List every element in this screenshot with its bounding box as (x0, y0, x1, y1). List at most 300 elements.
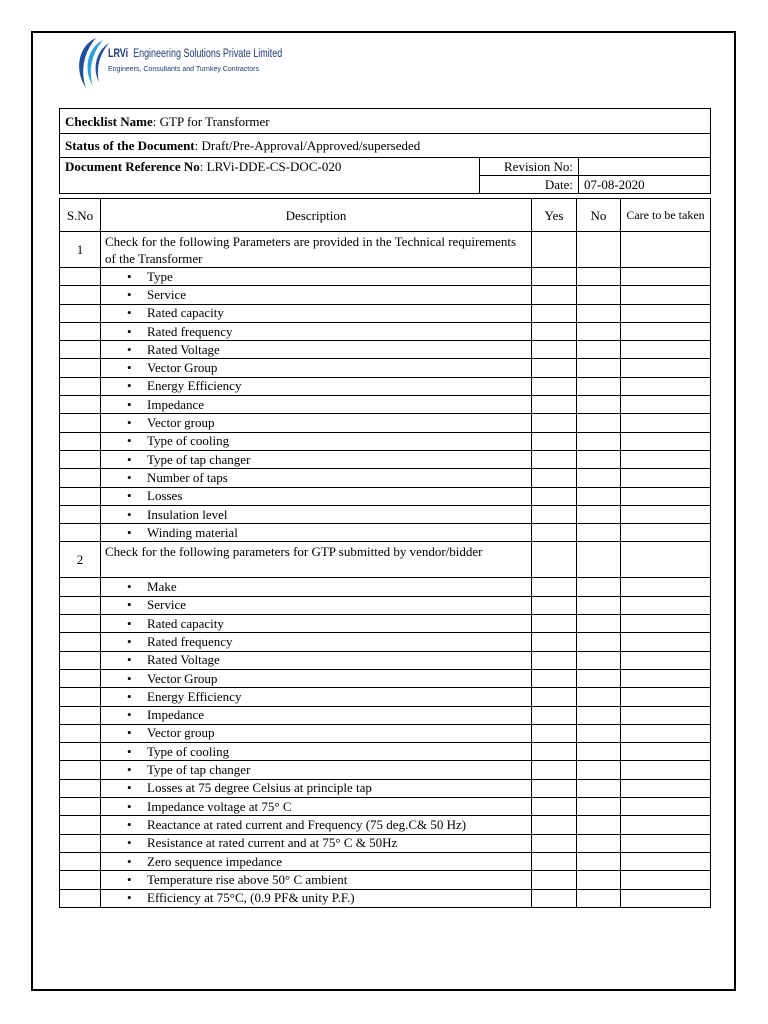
no-cell[interactable] (577, 524, 621, 542)
item-description-cell (101, 432, 532, 450)
table-row (60, 651, 711, 669)
item-label: Make (147, 579, 177, 595)
item-description-cell (101, 743, 532, 761)
yes-cell[interactable] (532, 779, 577, 797)
item-label: Rated frequency (147, 633, 233, 649)
bullet-icon: • (127, 798, 132, 814)
yes-cell[interactable] (532, 633, 577, 651)
item-label: Impedance (147, 707, 205, 723)
item-label: Energy Efficiency (147, 688, 242, 704)
bullet-icon: • (127, 415, 132, 431)
item-label: Resistance at rated current and at 75° C & 50Hz (147, 835, 398, 851)
logo-swoosh-icon (72, 36, 112, 90)
item-description-cell (101, 414, 532, 432)
care-cell[interactable] (621, 396, 711, 414)
document-status-value: : Draft/Pre-Approval/Approved/superseded (194, 138, 421, 153)
table-row (60, 469, 711, 487)
bullet-icon: • (127, 579, 132, 595)
yes-cell[interactable] (532, 396, 577, 414)
sno-cell (60, 414, 101, 432)
yes-cell[interactable] (532, 798, 577, 816)
yes-cell[interactable] (532, 377, 577, 395)
care-cell[interactable] (621, 286, 711, 304)
sno-cell (60, 724, 101, 742)
yes-cell[interactable] (532, 450, 577, 468)
checklist-name-cell (60, 109, 711, 134)
care-cell[interactable] (621, 414, 711, 432)
item-label: Winding material (147, 524, 238, 540)
item-description-cell (101, 834, 532, 852)
bullet-icon: • (127, 597, 132, 613)
care-cell[interactable] (621, 798, 711, 816)
sno-cell (60, 889, 101, 907)
logo-brand: LRVi (108, 48, 129, 60)
checklist-table (59, 198, 711, 908)
yes-cell[interactable] (532, 304, 577, 322)
table-row (60, 359, 711, 377)
item-label: Rated frequency (147, 323, 233, 339)
care-cell[interactable] (621, 377, 711, 395)
document-header-table (59, 108, 711, 194)
section-row (60, 542, 711, 578)
bullet-icon: • (127, 305, 132, 321)
sno-cell (60, 706, 101, 724)
logo-company: Engineering Solutions Private Limited (133, 48, 283, 60)
no-cell[interactable] (577, 743, 621, 761)
item-label: Rated capacity (147, 305, 224, 321)
item-label: Service (147, 597, 186, 613)
care-cell[interactable] (621, 450, 711, 468)
bullet-icon: • (127, 743, 132, 759)
sno-cell (60, 341, 101, 359)
bullet-icon: • (127, 707, 132, 723)
no-cell[interactable] (577, 414, 621, 432)
table-row (60, 268, 711, 286)
sno-cell (60, 871, 101, 889)
sno-cell (60, 578, 101, 596)
item-description-cell (101, 304, 532, 322)
care-cell[interactable] (621, 505, 711, 523)
sno-cell (60, 359, 101, 377)
table-row (60, 432, 711, 450)
sno-cell (60, 798, 101, 816)
item-label: Reactance at rated current and Frequency (75 deg.C& 50 Hz) (147, 816, 467, 832)
yes-cell[interactable] (532, 578, 577, 596)
item-label: Rated capacity (147, 615, 224, 631)
table-row (60, 596, 711, 614)
bullet-icon: • (127, 323, 132, 339)
item-description-cell (101, 524, 532, 542)
item-description-cell (101, 596, 532, 614)
no-cell[interactable] (577, 377, 621, 395)
item-description-cell (101, 724, 532, 742)
column-header-sno: S.No (60, 199, 101, 232)
no-cell[interactable] (577, 578, 621, 596)
sno-cell (60, 524, 101, 542)
document-status-cell (60, 134, 711, 158)
no-cell[interactable] (577, 432, 621, 450)
yes-cell[interactable] (532, 834, 577, 852)
care-cell[interactable] (621, 487, 711, 505)
sno-cell (60, 469, 101, 487)
care-cell[interactable] (621, 359, 711, 377)
item-label: Efficiency at 75°C, (0.9 PF& unity P.F.) (147, 890, 355, 906)
yes-cell[interactable] (532, 414, 577, 432)
item-label: Energy Efficiency (147, 378, 242, 394)
care-cell[interactable] (621, 706, 711, 724)
yes-cell[interactable] (532, 542, 577, 578)
sno-cell (60, 268, 101, 286)
item-label: Zero sequence impedance (147, 853, 282, 869)
care-cell[interactable] (621, 633, 711, 651)
table-row (60, 871, 711, 889)
item-description-cell (101, 286, 532, 304)
table-row (60, 688, 711, 706)
care-cell[interactable] (621, 268, 711, 286)
no-cell[interactable] (577, 341, 621, 359)
sno-cell (60, 816, 101, 834)
item-label: Temperature rise above 50° C ambient (147, 871, 348, 887)
table-row (60, 669, 711, 687)
column-header-no: No (577, 199, 621, 232)
table-row (60, 396, 711, 414)
item-label: Impedance voltage at 75° C (147, 798, 292, 814)
bullet-icon: • (127, 524, 132, 540)
table-row (60, 706, 711, 724)
item-description-cell (101, 669, 532, 687)
yes-cell[interactable] (532, 889, 577, 907)
no-cell[interactable] (577, 396, 621, 414)
sno-cell (60, 615, 101, 633)
table-row (60, 377, 711, 395)
column-header-care: Care to be taken (621, 199, 711, 232)
sno-cell (60, 743, 101, 761)
item-description-cell (101, 359, 532, 377)
care-cell[interactable] (621, 871, 711, 889)
table-row (60, 724, 711, 742)
date-label: Date: (480, 176, 579, 194)
checklist-body (60, 232, 711, 908)
care-cell[interactable] (621, 852, 711, 870)
bullet-icon: • (127, 762, 132, 778)
no-cell[interactable] (577, 286, 621, 304)
item-description-cell (101, 322, 532, 340)
yes-cell[interactable] (532, 286, 577, 304)
column-header-yes: Yes (532, 199, 577, 232)
bullet-icon: • (127, 652, 132, 668)
yes-cell[interactable] (532, 743, 577, 761)
logo-tagline: Engineers, Consultants and Turnkey Contractors (108, 66, 259, 73)
item-label: Number of taps (147, 469, 228, 485)
no-cell[interactable] (577, 232, 621, 268)
revision-label: Revision No: (480, 158, 579, 176)
yes-cell[interactable] (532, 761, 577, 779)
company-logo (72, 36, 312, 90)
no-cell[interactable] (577, 322, 621, 340)
section-number: 2 (60, 542, 101, 578)
item-description-cell (101, 706, 532, 724)
care-cell[interactable] (621, 724, 711, 742)
care-cell[interactable] (621, 469, 711, 487)
yes-cell[interactable] (532, 268, 577, 286)
item-description-cell (101, 505, 532, 523)
no-cell[interactable] (577, 469, 621, 487)
item-label: Type of cooling (147, 743, 230, 759)
care-cell[interactable] (621, 232, 711, 268)
care-cell[interactable] (621, 341, 711, 359)
no-cell[interactable] (577, 359, 621, 377)
document-reference-label: Document Reference No (65, 159, 200, 174)
no-cell[interactable] (577, 798, 621, 816)
no-cell[interactable] (577, 852, 621, 870)
column-header-description: Description (101, 199, 532, 232)
item-description-cell (101, 651, 532, 669)
table-row (60, 341, 711, 359)
no-cell[interactable] (577, 615, 621, 633)
bullet-icon: • (127, 378, 132, 394)
yes-cell[interactable] (532, 816, 577, 834)
no-cell[interactable] (577, 688, 621, 706)
item-label: Service (147, 286, 186, 302)
no-cell[interactable] (577, 651, 621, 669)
bullet-icon: • (127, 890, 132, 906)
item-label: Vector group (147, 725, 215, 741)
yes-cell[interactable] (532, 341, 577, 359)
no-cell[interactable] (577, 669, 621, 687)
document-status-label: Status of the Document (65, 138, 195, 153)
item-description-cell (101, 268, 532, 286)
date-value: 07-08-2020 (579, 176, 711, 194)
item-label: Type of tap changer (147, 762, 251, 778)
no-cell[interactable] (577, 706, 621, 724)
care-cell[interactable] (621, 651, 711, 669)
yes-cell[interactable] (532, 487, 577, 505)
checklist-name-value: : GTP for Transformer (152, 113, 270, 129)
item-description-cell (101, 798, 532, 816)
table-row (60, 578, 711, 596)
table-row (60, 816, 711, 834)
yes-cell[interactable] (532, 596, 577, 614)
bullet-icon: • (127, 688, 132, 704)
sno-cell (60, 505, 101, 523)
table-row (60, 487, 711, 505)
sno-cell (60, 688, 101, 706)
yes-cell[interactable] (532, 615, 577, 633)
table-row (60, 286, 711, 304)
bullet-icon: • (127, 360, 132, 376)
yes-cell[interactable] (532, 232, 577, 268)
care-cell[interactable] (621, 596, 711, 614)
care-cell[interactable] (621, 779, 711, 797)
bullet-icon: • (127, 615, 132, 631)
no-cell[interactable] (577, 450, 621, 468)
item-description-cell (101, 816, 532, 834)
sno-cell (60, 432, 101, 450)
no-cell[interactable] (577, 834, 621, 852)
sno-cell (60, 852, 101, 870)
item-description-cell (101, 633, 532, 651)
item-label: Type (147, 268, 173, 284)
bullet-icon: • (127, 780, 132, 796)
item-label: Vector Group (147, 670, 218, 686)
logo-title (108, 48, 282, 60)
care-cell[interactable] (621, 761, 711, 779)
sno-cell (60, 377, 101, 395)
document-reference-value: : LRVi-DDE-CS-DOC-020 (199, 159, 342, 174)
no-cell[interactable] (577, 304, 621, 322)
table-row (60, 304, 711, 322)
section-description: Check for the following Parameters are provided in the Technical requirements of the Transformer (101, 232, 532, 268)
item-label: Type of tap changer (147, 451, 251, 467)
bullet-icon: • (127, 835, 132, 851)
care-cell[interactable] (621, 669, 711, 687)
table-row (60, 852, 711, 870)
bullet-icon: • (127, 871, 132, 887)
checklist-name-label: Checklist Name (65, 113, 153, 129)
yes-cell[interactable] (532, 524, 577, 542)
item-label: Rated Voltage (147, 341, 220, 357)
sno-cell (60, 304, 101, 322)
care-cell[interactable] (621, 834, 711, 852)
yes-cell[interactable] (532, 505, 577, 523)
care-cell[interactable] (621, 688, 711, 706)
yes-cell[interactable] (532, 651, 577, 669)
bullet-icon: • (127, 469, 132, 485)
item-description-cell (101, 377, 532, 395)
table-row (60, 322, 711, 340)
item-description-cell (101, 889, 532, 907)
item-description-cell (101, 615, 532, 633)
bullet-icon: • (127, 725, 132, 741)
table-row (60, 633, 711, 651)
yes-cell[interactable] (532, 359, 577, 377)
bullet-icon: • (127, 286, 132, 302)
bullet-icon: • (127, 341, 132, 357)
care-cell[interactable] (621, 578, 711, 596)
care-cell[interactable] (621, 542, 711, 578)
sno-cell (60, 779, 101, 797)
bullet-icon: • (127, 506, 132, 522)
care-cell[interactable] (621, 322, 711, 340)
yes-cell[interactable] (532, 669, 577, 687)
no-cell[interactable] (577, 268, 621, 286)
item-description-cell (101, 871, 532, 889)
no-cell[interactable] (577, 487, 621, 505)
sno-cell (60, 286, 101, 304)
no-cell[interactable] (577, 779, 621, 797)
item-description-cell (101, 450, 532, 468)
bullet-icon: • (127, 451, 132, 467)
sno-cell (60, 834, 101, 852)
sno-cell (60, 633, 101, 651)
yes-cell[interactable] (532, 322, 577, 340)
sno-cell (60, 669, 101, 687)
sno-cell (60, 761, 101, 779)
bullet-icon: • (127, 488, 132, 504)
table-row (60, 743, 711, 761)
item-label: Vector Group (147, 360, 218, 376)
bullet-icon: • (127, 670, 132, 686)
bullet-icon: • (127, 853, 132, 869)
care-cell[interactable] (621, 304, 711, 322)
sno-cell (60, 651, 101, 669)
item-label: Losses at 75 degree Celsius at principle tap (147, 780, 372, 796)
care-cell[interactable] (621, 615, 711, 633)
bullet-icon: • (127, 433, 132, 449)
table-row (60, 761, 711, 779)
yes-cell[interactable] (532, 724, 577, 742)
item-description-cell (101, 779, 532, 797)
table-row (60, 889, 711, 907)
table-row (60, 524, 711, 542)
yes-cell[interactable] (532, 852, 577, 870)
section-number: 1 (60, 232, 101, 268)
no-cell[interactable] (577, 761, 621, 779)
table-row (60, 615, 711, 633)
table-row (60, 798, 711, 816)
section-row (60, 232, 711, 268)
item-description-cell (101, 578, 532, 596)
item-label: Rated Voltage (147, 652, 220, 668)
table-row (60, 414, 711, 432)
yes-cell[interactable] (532, 432, 577, 450)
item-label: Impedance (147, 396, 205, 412)
item-label: Vector group (147, 415, 215, 431)
item-label: Insulation level (147, 506, 228, 522)
bullet-icon: • (127, 396, 132, 412)
bullet-icon: • (127, 268, 132, 284)
item-description-cell (101, 688, 532, 706)
yes-cell[interactable] (532, 706, 577, 724)
care-cell[interactable] (621, 889, 711, 907)
item-description-cell (101, 852, 532, 870)
bullet-icon: • (127, 633, 132, 649)
no-cell[interactable] (577, 596, 621, 614)
sno-cell (60, 396, 101, 414)
item-description-cell (101, 761, 532, 779)
item-label: Losses (147, 488, 183, 504)
no-cell[interactable] (577, 816, 621, 834)
yes-cell[interactable] (532, 469, 577, 487)
item-description-cell (101, 487, 532, 505)
sno-cell (60, 450, 101, 468)
no-cell[interactable] (577, 505, 621, 523)
no-cell[interactable] (577, 542, 621, 578)
no-cell[interactable] (577, 889, 621, 907)
no-cell[interactable] (577, 633, 621, 651)
no-cell[interactable] (577, 871, 621, 889)
section-description: Check for the following parameters for GTP submitted by vendor/bidder (101, 542, 532, 578)
no-cell[interactable] (577, 724, 621, 742)
yes-cell[interactable] (532, 688, 577, 706)
item-label: Type of cooling (147, 433, 230, 449)
item-description-cell (101, 469, 532, 487)
care-cell[interactable] (621, 816, 711, 834)
yes-cell[interactable] (532, 871, 577, 889)
checklist-header-row (60, 199, 711, 232)
table-row (60, 779, 711, 797)
item-description-cell (101, 341, 532, 359)
sno-cell (60, 596, 101, 614)
table-row (60, 505, 711, 523)
care-cell[interactable] (621, 524, 711, 542)
care-cell[interactable] (621, 743, 711, 761)
bullet-icon: • (127, 816, 132, 832)
item-description-cell (101, 396, 532, 414)
care-cell[interactable] (621, 432, 711, 450)
table-row (60, 450, 711, 468)
document-reference-cell (60, 158, 480, 194)
